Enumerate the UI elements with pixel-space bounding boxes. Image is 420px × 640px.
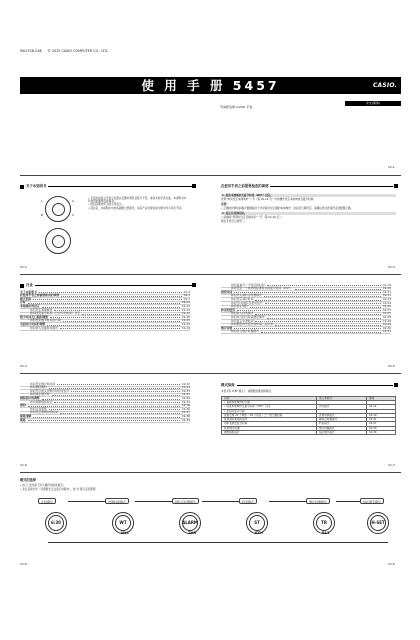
- toc-leader: [42, 398, 180, 400]
- before-content: [221, 194, 396, 224]
- toc-entry-label: 如何点亮照明: [30, 406, 47, 411]
- arrow-right-icon: [269, 501, 306, 502]
- toc-entry-label: 模拟指针的调整: [20, 395, 40, 400]
- mode-watch-icon: [45, 512, 67, 534]
- toc-entry-page: Ck-15: [181, 318, 190, 323]
- toc-entry-label: 数字时间及日期的调整: [20, 314, 48, 319]
- model-code: MA1708-CAE: [20, 49, 42, 53]
- mode-watch-icon: [367, 512, 389, 534]
- table-cell: 计时模式: [317, 405, 367, 409]
- table-cell: Ck-11: [367, 405, 396, 409]
- section-marker: [192, 184, 196, 188]
- toc-entry-label: 闹铃时间: [221, 289, 233, 294]
- toc-entry-page: Ck-39: [181, 417, 190, 422]
- toc-leader: [63, 320, 180, 322]
- toc-entry-label: 如何改变夏令时间（日光节约时间）设定: [30, 311, 81, 316]
- page-number-5: Ck-5: [388, 364, 395, 368]
- toc-entry-page: Ck-32: [181, 381, 190, 386]
- toc-leader: [82, 313, 179, 315]
- page-title: 使 用 手 册 5457: [141, 78, 280, 93]
- modes-heading: [221, 383, 393, 388]
- toc-leader: [57, 383, 180, 385]
- toc-entry-page: Ck-38: [181, 413, 190, 418]
- toc-entry-label: 计时: [20, 300, 26, 305]
- toc-entry[interactable]: [20, 419, 190, 423]
- toc-entry-page: Ck-7: [183, 296, 190, 301]
- language-tab: 中文(简体): [345, 101, 401, 106]
- step2-label: 2. 设定目前的时间。: [221, 212, 396, 215]
- city-code: ETH: [255, 531, 263, 535]
- document-header: [20, 49, 109, 53]
- about-bullet-3: • 请注意，本说明书中的各插图已经简化，实际产品外观可能与图中所示有所不同。: [88, 206, 184, 210]
- toc-leader: [54, 401, 179, 403]
- toc-entry-page: Ck-20: [382, 286, 391, 291]
- mode-label-box: 指针调节模式: [360, 498, 384, 504]
- toc-entry-label: 如何设定一个城市的标准时间或夏令时间（DST）: [231, 286, 293, 291]
- toc-entry-page: Ck-33: [181, 392, 190, 397]
- mode-screen-text: WT: [119, 520, 127, 525]
- about-bullets: [88, 197, 188, 210]
- toc-entry-page: Ck-11: [181, 300, 190, 305]
- section-marker-2: [394, 184, 398, 188]
- toc-entry-page: Ck-21: [382, 289, 391, 294]
- mode-screen-text: TR: [321, 520, 327, 525]
- mode-label-box: 秒表模式: [239, 498, 257, 504]
- table-cell: • 检查本地城市及夏令时间（DST）设定: [222, 405, 317, 409]
- toc-entry-page: Ck-14: [181, 311, 190, 316]
- table-cell: • 查看本地城市的日期: [222, 401, 317, 405]
- toc-entry-page: Ck-26: [382, 304, 391, 309]
- toc-leader: [28, 302, 180, 304]
- modes-table-body: [222, 401, 396, 435]
- toc-entry-page: Ck-27: [382, 307, 391, 312]
- toc-entry-label: 如何停止闹铃: [231, 304, 248, 309]
- casio-logo: CASIO.: [372, 82, 397, 89]
- mode-screen-text: H-SET: [371, 520, 385, 525]
- step1-text: 使用“如何设定本地城市”一节（第 Ck-12 页）中的操作设定本地城市及夏令时间。: [221, 198, 316, 202]
- modes-table: [221, 396, 396, 435]
- toc-entry-label: 如何调整模拟时间: [30, 399, 53, 404]
- toc-entry-page: Ck-33: [181, 388, 190, 393]
- toc-leader: [255, 299, 380, 301]
- toc-right-list: [221, 284, 391, 334]
- toc-entry-page: Ck-36: [181, 403, 190, 408]
- button-label-a: A: [72, 199, 75, 203]
- toc-entry-page: Ck-19: [382, 282, 391, 287]
- table-cell: 调整模拟指针: [222, 430, 317, 434]
- mode-watch-icon: [179, 512, 201, 534]
- toc-entry-page: Ck-19: [181, 321, 190, 326]
- before-heading: [221, 184, 393, 189]
- toc-leader: [49, 408, 180, 410]
- toc-entry-page: Ck-3: [183, 293, 190, 298]
- page-number-2: Ck-2: [20, 265, 27, 269]
- toc-entry-label: 模式指南: [20, 296, 32, 301]
- toc-leader: [60, 327, 180, 329]
- modes-heading-text: 模式指南: [221, 383, 235, 388]
- toc-entry-label: 本地城市的设定: [20, 303, 40, 308]
- toc-entry-page: Ck-28: [382, 318, 391, 323]
- arrow-right-icon: [336, 501, 360, 502]
- mode-label-box: 计时模式: [38, 498, 56, 504]
- toc-leader: [50, 316, 180, 318]
- toc-entry-label: 照明: [20, 403, 26, 408]
- toc-leader: [250, 306, 381, 308]
- toc-leader: [265, 302, 381, 304]
- arrow-right-icon: [202, 501, 239, 502]
- mode-screen-text: ST: [254, 520, 260, 525]
- mode-watch-icon: [313, 512, 335, 534]
- toc-left-list: [20, 291, 190, 331]
- page-number: Ck-1: [388, 165, 395, 169]
- table-header-cell: 参阅: [367, 397, 396, 401]
- toc-entry-label: 如何测试倒时: [30, 385, 47, 390]
- arrow-right-icon: [68, 501, 105, 502]
- table-cell: 秒表模式: [317, 422, 367, 426]
- toc-entry-label: 如何设定数字时间及日期: [30, 318, 61, 323]
- toc-entry-label: 如何设定闹铃时间: [231, 296, 254, 301]
- page-number-7: Ck-7: [388, 463, 395, 467]
- step1-label: 1. 检查本地城市及夏令时间（DST）设定。: [221, 194, 396, 197]
- mode-label-box: 倒计时器模式: [306, 498, 330, 504]
- mode-select-bullet-2: • 在任意模式中（设置模式正在显示时除外），按 Ⓑ 钮可点亮照明。: [20, 488, 98, 491]
- table-header-cell: 进入本模式：: [317, 397, 367, 401]
- section-marker-3: [192, 283, 196, 287]
- mode-watch-icon: [112, 512, 134, 534]
- page-number-8: Ck-8: [20, 562, 27, 566]
- toc-entry[interactable]: [20, 327, 190, 331]
- divider-2: [20, 274, 401, 275]
- toc-entry-label: 倒计时器: [221, 325, 233, 330]
- table-cell: Ck-27: [367, 422, 396, 426]
- toc-entry-label: 表面时区时间的调整: [20, 321, 46, 326]
- mode-label-box: 世界时间模式: [105, 498, 129, 504]
- mode-select-heading: 模式的选择: [20, 478, 36, 482]
- title-bar: [20, 77, 401, 94]
- table-cell: 用秒表测量经过时间: [222, 422, 317, 426]
- toc-entry-label: 关于本说明书: [20, 289, 37, 294]
- toc-entry-page: Ck-28: [382, 314, 391, 319]
- toc-leader: [255, 320, 380, 322]
- toc-entry-label: 如何进入倒计时器模式: [231, 329, 259, 334]
- button-label-l: L: [41, 199, 43, 203]
- table-cell: 查看全球 27 个城市（29 个时区）之一的当地时间: [222, 413, 317, 417]
- divider-3: [20, 373, 401, 374]
- before-heading-text: 在使用手表之前需要检查的事情: [221, 184, 269, 189]
- toc-leader: [33, 416, 180, 418]
- toc-entry-label: 如何设定照明持续时间: [30, 410, 58, 415]
- modes-intro: 本表共有 6 种“模式”。请根据需要选择模式。: [221, 390, 274, 393]
- mode-screen-text: ALARM: [182, 520, 198, 525]
- toc-entry-page: Ck-31: [382, 329, 391, 334]
- about-bullet-2: • 按钮以图中所示的字母表示。: [88, 203, 125, 207]
- toc-entry-page: Ck-34: [181, 399, 190, 404]
- arrow-right-icon: [135, 501, 172, 502]
- toc-entry[interactable]: [221, 331, 391, 335]
- page-number-9: Ck-9: [388, 562, 395, 566]
- table-row: [222, 430, 396, 434]
- toc-leader: [39, 291, 182, 293]
- mode-flow-diagram: [20, 498, 400, 558]
- toc-leader: [52, 394, 180, 396]
- toc-leader: [255, 313, 380, 315]
- city-code: RL1: [322, 531, 330, 535]
- toc-entry-label: 如何停止倒计时: [30, 392, 50, 397]
- table-cell: 使用倒计时器: [222, 426, 317, 430]
- toc-heading: [20, 283, 195, 288]
- table-cell: • 在指针显示日期: [222, 409, 317, 413]
- toc-entry-label: 如何进入表面时间模式: [30, 325, 58, 330]
- page-number-4: Ck-4: [20, 364, 27, 368]
- city-code: THR: [188, 531, 197, 535]
- toc-leader: [60, 412, 180, 414]
- return-arrow-icon: [48, 542, 388, 543]
- toc-leader: [47, 324, 180, 326]
- table-cell: 指针调节模式: [317, 430, 367, 434]
- toc-leader: [275, 324, 381, 326]
- mode-select-bullet-1: • 按 Ⓒ 钮可如下所示循环选择各模式。: [20, 484, 66, 487]
- toc-leader: [295, 288, 381, 290]
- toc-entry-label: 如何设定本地城市: [30, 307, 53, 312]
- toc-entry-page: Ck-24: [382, 300, 391, 305]
- about-heading-text: 关于本说明书: [26, 184, 47, 189]
- toc-leader: [42, 306, 180, 308]
- toc2-list: [20, 383, 190, 423]
- toc-entry-label: 规格: [20, 417, 26, 422]
- toc-entry-label: 如何开启或关闭倒计时结束信号: [30, 388, 70, 393]
- toc-entry-page: Ck-23: [382, 296, 391, 301]
- about-bullet-1: • 手表实际的文字显示位置以及图中颜色及照片不符，请以实际手表为准。本说明书中所使用的图例仅供参考。: [88, 197, 187, 204]
- toc-entry-label: 如何进入闹铃定时器模式: [231, 293, 262, 298]
- important-label: 重要！: [221, 203, 229, 207]
- toc-leader: [237, 309, 381, 311]
- toc-entry-page: Ck-21: [382, 293, 391, 298]
- toc-entry-page: Ck-36: [181, 406, 190, 411]
- mode-watch-icon: [246, 512, 268, 534]
- table-cell: 倒计时器模式: [317, 426, 367, 430]
- toc-entry-label: 如何设定倒计时时间: [30, 381, 56, 386]
- page-number-6: Ck-6: [20, 463, 27, 467]
- table-header-cell: 目的：: [222, 397, 317, 401]
- step2-end: 现在手表可以使用了。: [221, 220, 247, 224]
- toc-entry-label: 秒表的使用: [221, 307, 235, 312]
- toc-entry-label: 如何测量首先到达者和第二到达者: [231, 322, 273, 327]
- divider-4: [20, 472, 401, 473]
- watch-illustration-2: [45, 228, 71, 254]
- toc-entry-label: 如何执行经过时间测量操作: [231, 314, 265, 319]
- step2-text: • 请参阅“使用时设定目前时间”一节（第 Ck-16 页）。: [221, 216, 284, 220]
- page-number-3: Ck-3: [388, 265, 395, 269]
- toc-entry-label: 疑难排解: [20, 413, 32, 418]
- table-cell: Ck-34: [367, 430, 396, 434]
- table-cell: 世界时间模式: [317, 413, 367, 417]
- toc-leader: [28, 419, 180, 421]
- table-cell: Ck-30: [367, 426, 396, 430]
- table-cell: Ck-19: [367, 413, 396, 417]
- toc-entry-page: Ck-19: [181, 325, 190, 330]
- button-label-b: B: [41, 213, 44, 217]
- toc-leader: [267, 317, 381, 319]
- intro-text: 衷诚您选购 CASIO 手表。: [220, 105, 256, 109]
- city-code: NYC: [121, 531, 130, 535]
- toc-entry-label: 如何开/关闹铃及报时信号: [231, 300, 263, 305]
- toc-leader: [28, 405, 180, 407]
- toc-entry-page: Ck-12: [181, 303, 190, 308]
- toc-leader: [61, 295, 181, 297]
- button-label-c: C: [72, 213, 75, 217]
- divider: [20, 175, 401, 176]
- section-marker-4: [394, 383, 398, 387]
- copyright: © 2015 CASIO COMPUTER CO., LTD.: [47, 49, 109, 53]
- toc-entry-label: 如何显示中途时间: [231, 318, 254, 323]
- table-cell: Ck-21: [367, 418, 396, 422]
- toc-leader: [33, 298, 181, 300]
- mode-screen-text: 6:30: [51, 520, 61, 525]
- toc-entry-page: Ck-12: [181, 307, 190, 312]
- toc-entry-page: Ck-29: [382, 322, 391, 327]
- toc-entry-page: Ck-2: [183, 289, 190, 294]
- toc-leader: [261, 331, 381, 333]
- toc-leader: [71, 390, 180, 392]
- about-heading: [20, 184, 195, 189]
- toc-entry-page: Ck-34: [181, 395, 190, 400]
- toc-entry-page: Ck-30: [382, 325, 391, 330]
- table-cell: 闹铃定时器模式: [317, 418, 367, 422]
- toc-entry-label: 在使用手表之前需要检查的事情: [20, 293, 60, 298]
- toc-entry-page: Ck-37: [181, 410, 190, 415]
- toc-entry-page: Ck-15: [181, 314, 190, 319]
- table-cell: 使用闹铃或报时信号: [222, 418, 317, 422]
- toc-entry-label: 如何查看另一个时区的时间: [231, 282, 265, 287]
- toc-entry-label: 如何进入秒表模式: [231, 311, 254, 316]
- watch-illustration: [45, 196, 71, 222]
- mode-label-box: 闹铃定时器模式: [172, 498, 199, 504]
- important-text: • 正确的世界时间模式数据取决于计时模式中正确的本地城市、时间及日期设定。请确认您对此等设定的配置正确。: [221, 206, 354, 210]
- toc-heading-text: 目录: [26, 283, 33, 288]
- toc-entry-page: Ck-27: [382, 311, 391, 316]
- toc-entry-page: Ck-33: [181, 385, 190, 390]
- toc-leader: [264, 295, 381, 297]
